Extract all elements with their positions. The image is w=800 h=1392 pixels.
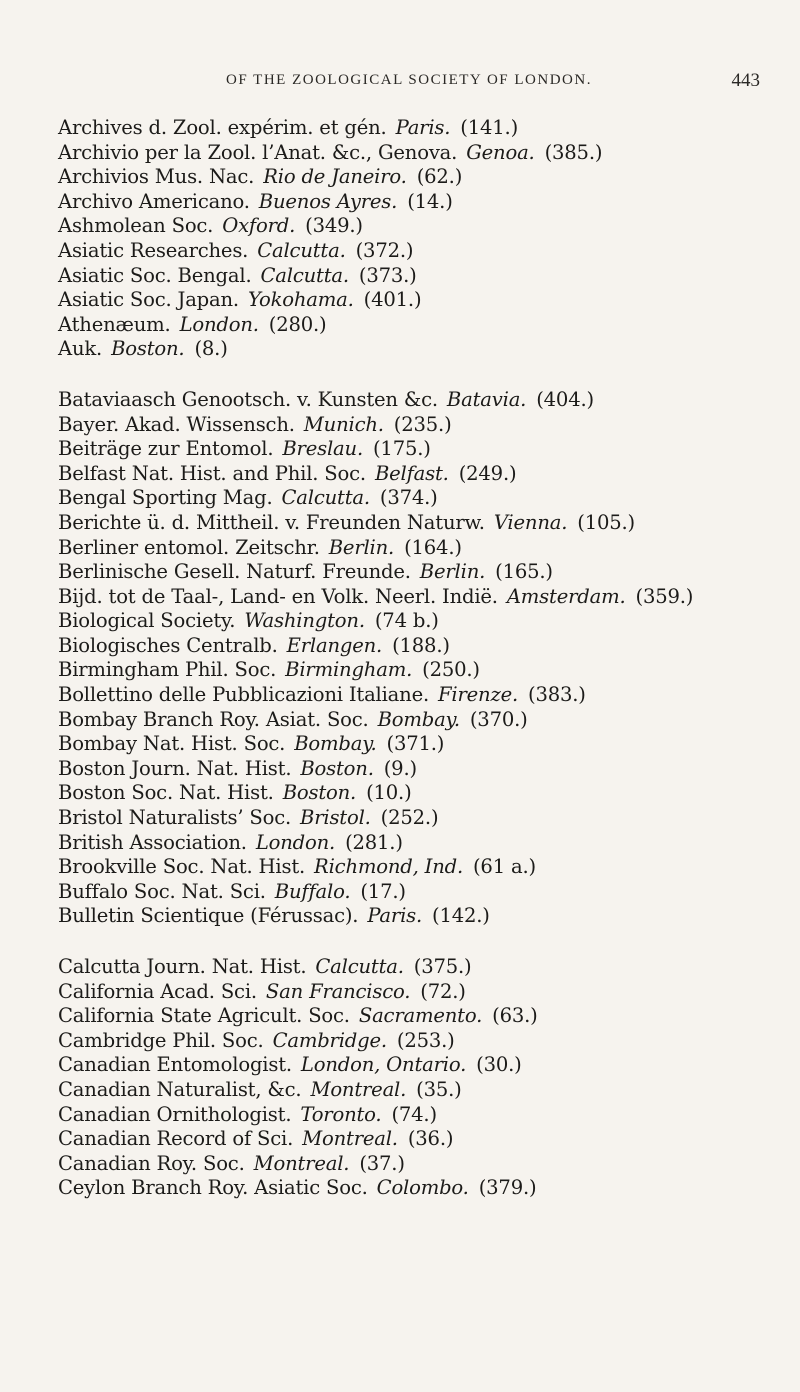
entry-place: Calcutta. bbox=[281, 486, 370, 510]
index-entry bbox=[58, 658, 780, 683]
entry-place: Rio de Janeiro. bbox=[263, 165, 407, 189]
entry-title: Bombay Nat. Hist. Soc. bbox=[58, 732, 286, 756]
entry-title: Ceylon Branch Roy. Asiatic Soc. bbox=[58, 1176, 368, 1200]
index-entry bbox=[58, 708, 780, 733]
entry-reference-number: (250.) bbox=[422, 658, 480, 682]
entry-place: Bombay. bbox=[377, 707, 460, 731]
entry-place: Berlin. bbox=[328, 535, 395, 559]
entry-place: London. bbox=[255, 830, 336, 854]
index-entry bbox=[58, 313, 780, 338]
entry-title: Bristol Naturalists’ Soc. bbox=[58, 806, 292, 830]
entry-title: California State Agricult. Soc. bbox=[58, 1004, 350, 1028]
index-entry bbox=[58, 337, 780, 362]
entry-title: Asiatic Soc. Japan. bbox=[58, 288, 239, 312]
index-entry bbox=[58, 980, 780, 1005]
entry-place: Montreal. bbox=[302, 1127, 398, 1151]
entry-reference-number: (253.) bbox=[396, 1028, 455, 1052]
index-entry bbox=[58, 486, 780, 511]
entry-title: Archivio per la Zool. l’Anat. &c., Genova. bbox=[58, 140, 458, 164]
entry-reference-number: (379.) bbox=[478, 1176, 537, 1200]
entry-title: Biologisches Centralb. bbox=[58, 633, 278, 657]
index-entry bbox=[58, 288, 780, 313]
entry-place: Bristol. bbox=[300, 806, 371, 830]
entry-reference-number: (372.) bbox=[355, 238, 414, 262]
entry-place: Breslau. bbox=[282, 437, 363, 461]
entry-place: Calcutta. bbox=[257, 238, 346, 262]
index-entry bbox=[58, 214, 780, 239]
entry-reference-number: (105.) bbox=[577, 510, 635, 534]
index-entry bbox=[58, 634, 780, 659]
running-head bbox=[58, 72, 760, 94]
entry-title: Brookville Soc. Nat. Hist. bbox=[58, 855, 306, 879]
entry-reference-number: (63.) bbox=[492, 1004, 538, 1028]
entry-title: Belfast Nat. Hist. and Phil. Soc. bbox=[58, 461, 366, 485]
entry-reference-number: (62.) bbox=[416, 165, 463, 189]
entry-place: Firenze. bbox=[438, 683, 519, 707]
entry-title: Bengal Sporting Mag. bbox=[58, 486, 273, 510]
entry-place: San Francisco. bbox=[265, 979, 411, 1003]
entry-title: Boston Soc. Nat. Hist. bbox=[58, 781, 274, 805]
entry-place: Oxford. bbox=[222, 214, 296, 238]
entry-place: London, Ontario. bbox=[300, 1053, 467, 1077]
entry-reference-number: (35.) bbox=[416, 1077, 462, 1101]
entry-reference-number: (74 b.) bbox=[374, 609, 439, 633]
journal-index-list bbox=[58, 116, 780, 1227]
entry-reference-number: (175.) bbox=[372, 437, 431, 461]
entry-title: Ashmolean Soc. bbox=[58, 214, 214, 238]
index-entry bbox=[58, 1127, 780, 1152]
entry-title: Auk. bbox=[58, 337, 103, 361]
entry-reference-number: (17.) bbox=[360, 879, 406, 903]
entry-title: Boston Journ. Nat. Hist. bbox=[58, 756, 292, 780]
entry-reference-number: (30.) bbox=[476, 1053, 522, 1077]
entry-place: Montreal. bbox=[253, 1151, 350, 1175]
entry-reference-number: (401.) bbox=[363, 288, 422, 312]
entry-title: Bijd. tot de Taal-, Land- en Volk. Neerl. Indië. bbox=[58, 584, 498, 608]
index-section bbox=[58, 955, 780, 1201]
entry-reference-number: (359.) bbox=[635, 584, 694, 608]
entry-place: Colombo. bbox=[376, 1176, 469, 1200]
index-entry bbox=[58, 955, 780, 980]
index-entry bbox=[58, 462, 780, 487]
entry-place: Montreal. bbox=[310, 1077, 407, 1101]
entry-place: Buffalo. bbox=[274, 879, 351, 903]
index-entry bbox=[58, 781, 780, 806]
entry-reference-number: (281.) bbox=[345, 830, 403, 854]
entry-title: Archivios Mus. Nac. bbox=[58, 165, 255, 189]
entry-place: Vienna. bbox=[493, 510, 568, 534]
entry-title: Bayer. Akad. Wissensch. bbox=[58, 412, 295, 436]
entry-title: Calcutta Journ. Nat. Hist. bbox=[58, 955, 307, 978]
entry-reference-number: (373.) bbox=[358, 263, 417, 287]
entry-title: Asiatic Researches. bbox=[58, 238, 249, 262]
entry-place: Boston. bbox=[282, 781, 357, 805]
index-section bbox=[58, 388, 780, 929]
entry-title: Bulletin Scientique (Férussac). bbox=[58, 904, 359, 928]
entry-place: Erlangen. bbox=[286, 633, 383, 657]
entry-place: Calcutta. bbox=[260, 263, 349, 287]
index-entry bbox=[58, 585, 780, 610]
entry-reference-number: (385.) bbox=[544, 140, 603, 164]
entry-title: Berliner entomol. Zeitschr. bbox=[58, 535, 320, 559]
entry-place: Amsterdam. bbox=[506, 584, 626, 608]
entry-place: London. bbox=[179, 312, 259, 336]
entry-reference-number: (374.) bbox=[379, 486, 438, 510]
entry-place: Munich. bbox=[303, 412, 384, 436]
index-entry bbox=[58, 437, 780, 462]
entry-reference-number: (404.) bbox=[536, 387, 594, 411]
entry-title: Bataviaasch Genootsch. v. Kunsten &c. bbox=[58, 387, 438, 411]
entry-title: Bombay Branch Roy. Asiat. Soc. bbox=[58, 707, 369, 731]
entry-place: Belfast. bbox=[374, 461, 449, 485]
index-entry bbox=[58, 1029, 780, 1054]
entry-title: Berichte ü. d. Mittheil. v. Freunden Naturw. bbox=[58, 510, 485, 534]
entry-reference-number: (36.) bbox=[407, 1127, 454, 1151]
index-entry bbox=[58, 831, 780, 856]
entry-place: Paris. bbox=[395, 116, 451, 139]
entry-reference-number: (164.) bbox=[404, 535, 462, 559]
entry-title: Canadian Naturalist, &c. bbox=[58, 1077, 302, 1101]
index-entry bbox=[58, 1176, 780, 1201]
entry-place: Boston. bbox=[111, 337, 185, 361]
entry-title: Birmingham Phil. Soc. bbox=[58, 658, 277, 682]
index-entry bbox=[58, 413, 780, 438]
entry-reference-number: (142.) bbox=[432, 904, 490, 928]
entry-title: Archives d. Zool. expérim. et gén. bbox=[58, 116, 387, 139]
index-entry bbox=[58, 855, 780, 880]
entry-reference-number: (252.) bbox=[380, 806, 439, 830]
entry-title: Canadian Record of Sci. bbox=[58, 1127, 294, 1151]
entry-reference-number: (9.) bbox=[383, 756, 417, 780]
index-entry bbox=[58, 536, 780, 561]
entry-reference-number: (74.) bbox=[391, 1102, 437, 1126]
entry-place: Birmingham. bbox=[285, 658, 413, 682]
entry-place: Buenos Ayres. bbox=[258, 189, 398, 213]
entry-title: California Acad. Sci. bbox=[58, 979, 257, 1003]
index-entry bbox=[58, 560, 780, 585]
index-section bbox=[58, 116, 780, 362]
entry-reference-number: (165.) bbox=[495, 560, 553, 584]
index-entry bbox=[58, 141, 780, 166]
entry-place: Paris. bbox=[367, 904, 423, 928]
entry-reference-number: (280.) bbox=[268, 312, 327, 336]
entry-title: Athenæum. bbox=[58, 312, 171, 336]
entry-place: Calcutta. bbox=[315, 955, 404, 978]
entry-reference-number: (61 a.) bbox=[472, 855, 536, 879]
index-entry bbox=[58, 264, 780, 289]
entry-reference-number: (383.) bbox=[528, 683, 586, 707]
entry-reference-number: (37.) bbox=[359, 1151, 405, 1175]
entry-reference-number: (14.) bbox=[407, 189, 453, 213]
entry-reference-number: (249.) bbox=[458, 461, 517, 485]
entry-reference-number: (375.) bbox=[413, 955, 472, 978]
entry-reference-number: (10.) bbox=[366, 781, 412, 805]
entry-title: Beiträge zur Entomol. bbox=[58, 437, 274, 461]
entry-place: Yokohama. bbox=[247, 288, 354, 312]
entry-title: Asiatic Soc. Bengal. bbox=[58, 263, 252, 287]
index-entry bbox=[58, 511, 780, 536]
index-entry bbox=[58, 116, 780, 141]
entry-place: Berlin. bbox=[419, 560, 486, 584]
index-entry bbox=[58, 1004, 780, 1029]
entry-title: Canadian Ornithologist. bbox=[58, 1102, 292, 1126]
index-entry bbox=[58, 880, 780, 905]
index-entry bbox=[58, 190, 780, 215]
entry-reference-number: (141.) bbox=[460, 116, 519, 139]
entry-reference-number: (370.) bbox=[469, 707, 528, 731]
running-title: OF THE ZOOLOGICAL SOCIETY OF LONDON. bbox=[226, 72, 592, 88]
index-entry bbox=[58, 1053, 780, 1078]
entry-title: Canadian Roy. Soc. bbox=[58, 1151, 245, 1175]
index-entry bbox=[58, 1078, 780, 1103]
entry-reference-number: (235.) bbox=[393, 412, 452, 436]
page-number: 443 bbox=[731, 70, 760, 91]
entry-reference-number: (349.) bbox=[305, 214, 363, 238]
index-entry bbox=[58, 388, 780, 413]
entry-place: Genoa. bbox=[466, 140, 535, 164]
entry-reference-number: (188.) bbox=[392, 633, 450, 657]
index-entry bbox=[58, 1152, 780, 1177]
index-entry bbox=[58, 239, 780, 264]
entry-place: Richmond, Ind. bbox=[314, 855, 463, 879]
entry-title: Buffalo Soc. Nat. Sci. bbox=[58, 879, 266, 903]
index-entry bbox=[58, 609, 780, 634]
index-entry bbox=[58, 904, 780, 929]
entry-title: Archivo Americano. bbox=[58, 189, 250, 213]
entry-title: Canadian Entomologist. bbox=[58, 1053, 292, 1077]
entry-reference-number: (8.) bbox=[194, 337, 228, 361]
index-entry bbox=[58, 165, 780, 190]
index-entry bbox=[58, 683, 780, 708]
entry-place: Boston. bbox=[300, 756, 374, 780]
entry-place: Toronto. bbox=[300, 1102, 382, 1126]
entry-place: Bombay. bbox=[294, 732, 377, 756]
index-entry bbox=[58, 806, 780, 831]
entry-title: British Association. bbox=[58, 830, 247, 854]
index-entry bbox=[58, 757, 780, 782]
entry-reference-number: (371.) bbox=[386, 732, 445, 756]
entry-title: Biological Society. bbox=[58, 609, 236, 633]
entry-title: Bollettino delle Pubblicazioni Italiane. bbox=[58, 683, 430, 707]
entry-place: Cambridge. bbox=[272, 1028, 387, 1052]
entry-title: Cambridge Phil. Soc. bbox=[58, 1028, 264, 1052]
entry-reference-number: (72.) bbox=[420, 979, 466, 1003]
index-entry bbox=[58, 732, 780, 757]
index-entry bbox=[58, 1103, 780, 1128]
entry-place: Batavia. bbox=[446, 387, 527, 411]
entry-place: Washington. bbox=[244, 609, 365, 633]
entry-place: Sacramento. bbox=[358, 1004, 483, 1028]
entry-title: Berlinische Gesell. Naturf. Freunde. bbox=[58, 560, 411, 584]
